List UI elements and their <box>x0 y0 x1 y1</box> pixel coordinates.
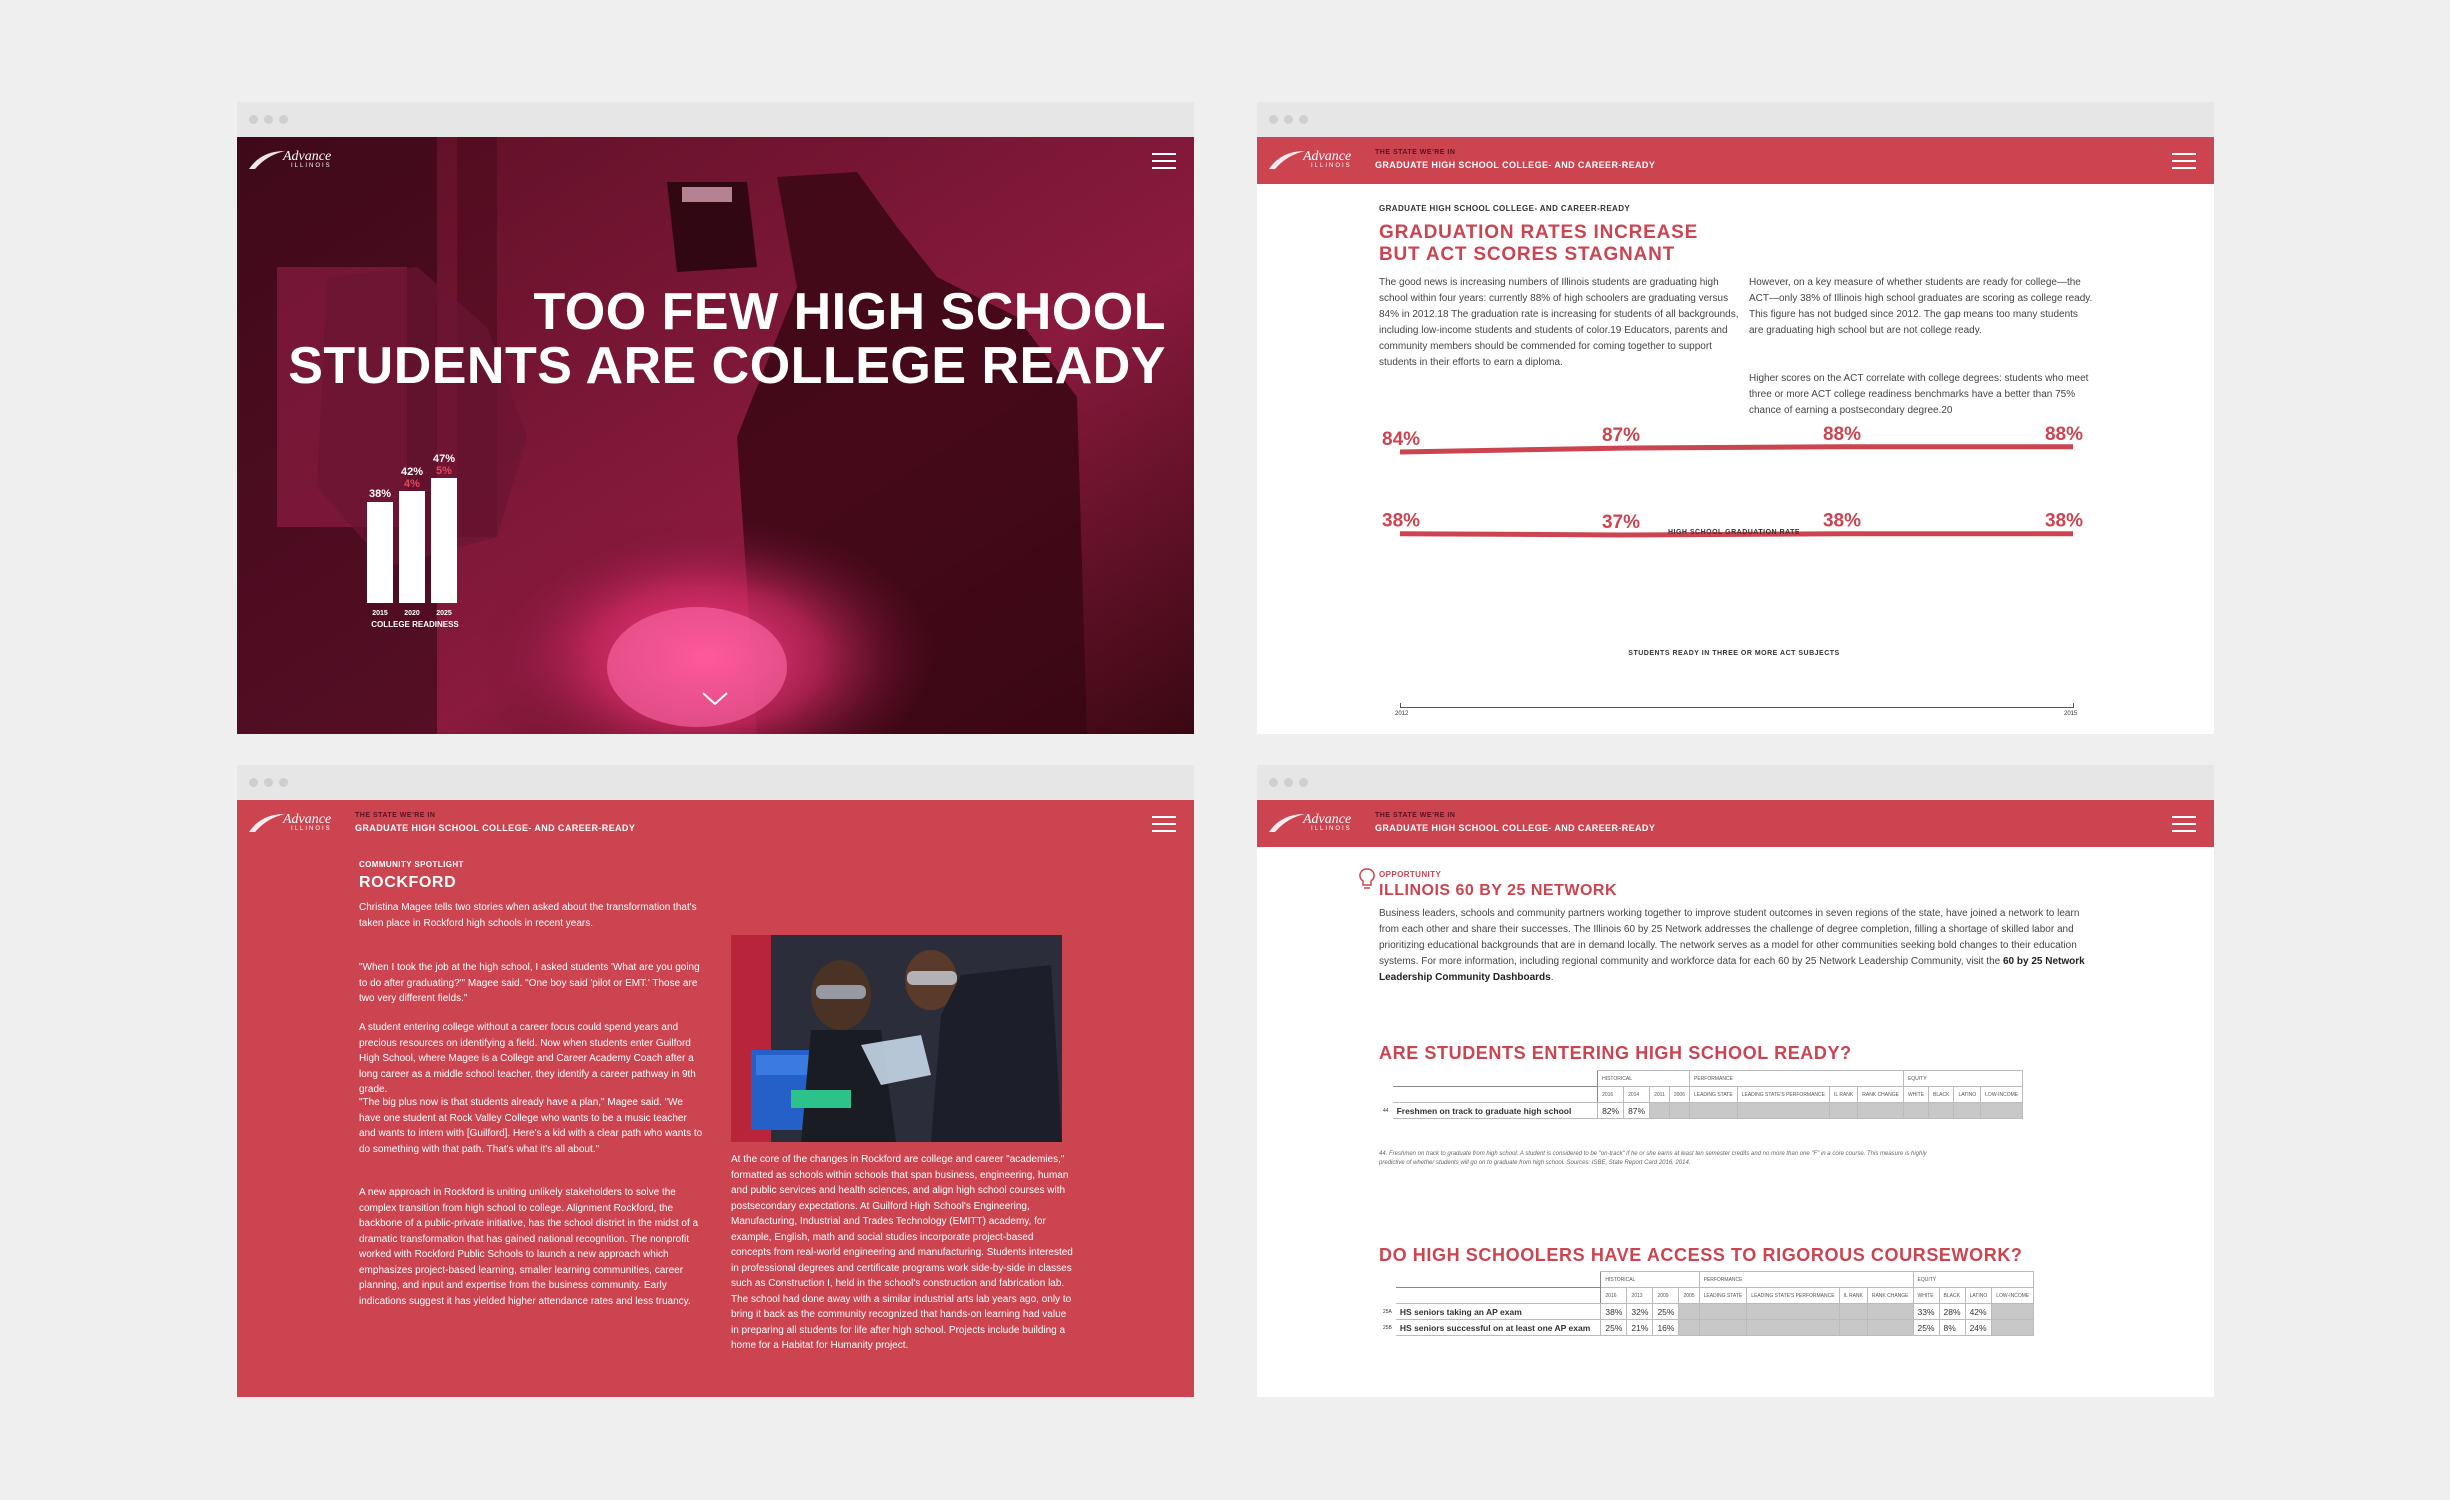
data-label: 84% <box>1382 429 1421 450</box>
logo-swoosh-icon <box>1267 147 1307 173</box>
dashboards-link[interactable]: 60 by 25 Network Leadership Community Dashboards <box>1379 956 2085 983</box>
scroll-down-chevron-icon[interactable] <box>700 690 730 708</box>
logo-wordmark: Advance <box>283 149 332 164</box>
table-cell: 33% <box>1913 1304 1939 1320</box>
column-header: BLACK <box>1939 1288 1965 1304</box>
hero-image <box>237 137 1194 734</box>
paragraph-text: Business leaders, schools and community partners working together to improve student outcomes in seven regions of the state, have joined a network to learn from each other and share their successes. The Illinois 60 by 25 Network addresses the challenge of degree completion, filling a shortage of skilled labor and prioritizing educational backgrounds that are in demand locally. The network serves as a model for other communities seeking bold changes to their education systems. For more information, including regional community and workforce data for each 60 by 25 Network Leadership Community, visit the <box>1379 908 2080 967</box>
row-label: HS seniors successful on at least one AP exam <box>1396 1320 1601 1336</box>
row-number: 25A <box>1383 1308 1392 1315</box>
mini-chart-increment: 5% <box>436 465 452 477</box>
row-number: 25B <box>1383 1324 1392 1331</box>
window-dot <box>264 115 273 124</box>
timeline-axis <box>1400 707 2074 708</box>
table-cell <box>1669 1103 1689 1119</box>
table-cell <box>1954 1103 1981 1119</box>
page-content <box>237 137 1194 734</box>
table-cell <box>1699 1304 1747 1320</box>
window-dot <box>1269 778 1278 787</box>
column-group-header: PERFORMANCE <box>1699 1272 1913 1288</box>
advance-illinois-logo[interactable] <box>1267 808 1357 838</box>
window-chrome <box>237 765 1194 800</box>
table-cell <box>1929 1103 1954 1119</box>
column-header: WHITE <box>1903 1087 1928 1103</box>
data-label: 88% <box>1822 423 1862 445</box>
question-heading: DO HIGH SCHOOLERS HAVE ACCESS TO RIGOROUS COURSEWORK? <box>1379 1245 2023 1265</box>
table-cell <box>1679 1320 1699 1336</box>
mini-chart-year: 2015 <box>372 610 388 617</box>
students-lab-photo <box>731 935 1062 1142</box>
table-cell: 38% <box>1601 1304 1627 1320</box>
window-dot <box>249 778 258 787</box>
menu-icon[interactable] <box>1152 153 1176 169</box>
series-line <box>1400 447 2073 452</box>
logo-subtext: ILLINOIS <box>1311 163 1352 169</box>
data-label: 38% <box>2044 510 2083 532</box>
logo-wordmark: Advance <box>1303 812 1352 827</box>
column-header: 2006 <box>1669 1087 1689 1103</box>
mini-chart-value: 38% <box>368 487 392 500</box>
table-cell: 42% <box>1965 1304 1992 1320</box>
nav-title: GRADUATE HIGH SCHOOL COLLEGE- AND CAREER-READY <box>1375 823 1656 833</box>
column-header: 2013 <box>1627 1288 1653 1304</box>
column-header: 2014 <box>1624 1087 1650 1103</box>
top-nav <box>1257 800 2214 847</box>
table-cell <box>1981 1103 2023 1119</box>
spotlight-heading: ROCKFORD <box>359 874 457 891</box>
data-label: 88% <box>2044 423 2083 445</box>
column-header: 2016 <box>1598 1087 1624 1103</box>
window-chrome <box>237 102 1194 137</box>
column-header: LEADING STATE <box>1699 1288 1747 1304</box>
table-cell <box>1689 1103 1737 1119</box>
table-cell <box>1858 1103 1904 1119</box>
menu-icon[interactable] <box>1152 816 1176 832</box>
logo-subtext: ILLINOIS <box>291 163 332 169</box>
column-group-header: EQUITY <box>1913 1272 2034 1288</box>
spotlight-kicker: COMMUNITY SPOTLIGHT <box>359 860 464 869</box>
body-paragraph: At the core of the changes in Rockford are college and career "academies," formatted as schools within schools that span business, engineering, human and public services and health sciences, and align high school courses with postsecondary expectations. At Guilford High School's Engineering, Manufacturing, Industrial and Trades Technology (EMITT) academy, for example, English, math and social studies incorporate project-based concepts from real-world engineering and manufacturing. Students interested in professional degrees and certificate programs work side-by-side in classes such as Construction I, held in the school's construction and fabrication lab. The school had done away with a similar industrial arts lab years ago, only to bring it back as the community recognized that hands-on learning had value in preparing all students for life after high school. Projects include building a home for a Habitat for Humanity project. <box>731 1154 1073 1351</box>
table-cell <box>1650 1103 1670 1119</box>
table-row <box>1379 1304 2034 1320</box>
body-paragraph: A student entering college without a career focus could spend years and precious resources on identifying a field. Now when students enter Guilford High School, where Magee is a College and Career Academy Coach after a long career as a middle school teacher, they identify a career pathway in 9th grade. <box>359 1022 696 1095</box>
browser-window-network <box>1257 765 2214 1397</box>
column-header: LOW-INCOME <box>1992 1288 2034 1304</box>
column-group-header: HISTORICAL <box>1598 1071 1690 1087</box>
page-heading <box>1379 222 1779 266</box>
row-number: 44 <box>1383 1107 1389 1114</box>
opportunity-paragraph: Business leaders, schools and community partners working together to improve student outcomes in seven regions of the state, have joined a network to learn from each other and share their successes. The Illinois 60 by 25 Network addresses the challenge of degree completion, filling a shortage of skilled labor and prioritizing educational backgrounds that are in demand locally. The network serves as a model for other communities seeking bold changes to their education systems. For more information, including regional community and workforce data for each 60 by 25 Network Leadership Community, visit the 60 by 25 Network Leadership Community Dashboards. <box>1379 908 2085 983</box>
column-header: IL RANK <box>1839 1288 1867 1304</box>
column-header: LEADING STATE'S PERFORMANCE <box>1737 1087 1829 1103</box>
row-label: Freshmen on track to graduate high school <box>1393 1103 1598 1119</box>
table-cell: 24% <box>1965 1320 1992 1336</box>
top-nav <box>237 137 1194 184</box>
table-cell <box>1747 1304 1839 1320</box>
window-dot <box>279 778 288 787</box>
hero-title-line: STUDENTS ARE COLLEGE READY <box>288 337 1166 395</box>
data-label: 37% <box>1601 512 1641 533</box>
logo-swoosh-icon <box>247 810 287 836</box>
axis-end-label: 2015 <box>2064 711 2078 717</box>
opportunity-kicker: OPPORTUNITY <box>1379 870 1442 879</box>
browser-window-graduation <box>1257 102 2214 734</box>
table-cell <box>1992 1320 2034 1336</box>
body-paragraph: The good news is increasing numbers of Illinois students are graduating high school within four years: currently 88% of high schoolers are graduating versus 84% in 2012.18 The graduation rate is increasing for students of all backgrounds, including low-income students and students of color.19 Educators, parents and community members should be commended for coming together to support students in their efforts to earn a diploma. <box>1379 277 1739 368</box>
column-header: LOW-INCOME <box>1981 1087 2023 1103</box>
opportunity-heading: ILLINOIS 60 BY 25 NETWORK <box>1379 882 1618 899</box>
table-cell <box>1829 1103 1857 1119</box>
column-group-header: PERFORMANCE <box>1689 1071 1903 1087</box>
table-cell: 21% <box>1627 1320 1653 1336</box>
lab-photo-illustration <box>731 935 1062 1142</box>
table-cell: 28% <box>1939 1304 1965 1320</box>
column-header: 2016 <box>1601 1288 1627 1304</box>
axis-tick <box>1400 703 1401 708</box>
mini-chart-value: 47% <box>432 453 456 465</box>
table-cell <box>1747 1320 1839 1336</box>
mini-chart-bar <box>367 502 393 603</box>
page-content <box>1257 800 2214 1397</box>
mini-chart-value: 42% <box>400 466 424 479</box>
column-header: LEADING STATE'S PERFORMANCE <box>1747 1288 1839 1304</box>
window-dot <box>264 778 273 787</box>
body-paragraph: "The big plus now is that students already have a plan," Magee said. "We have one student at Rock Valley College who wants to be a music teacher and wants to intern with [Guilford]. Here's a kid with a clear path who wants to do something with that path. That's what it's all about." <box>359 1097 703 1155</box>
coursework-table <box>1379 1271 2034 1336</box>
window-chrome <box>1257 765 2214 800</box>
body-paragraph: Christina Magee tells two stories when asked about the transformation that's taken place in Rockford high schools in recent years. <box>359 902 697 929</box>
menu-icon[interactable] <box>2172 816 2196 832</box>
axis-start-label: 2012 <box>1395 711 1409 717</box>
window-chrome <box>1257 102 2214 137</box>
nav-kicker: THE STATE WE'RE IN <box>1375 149 1456 156</box>
menu-icon[interactable] <box>2172 153 2196 169</box>
column-header: LEADING STATE <box>1689 1087 1737 1103</box>
table-cell: 32% <box>1627 1304 1653 1320</box>
table-cell: 8% <box>1939 1320 1965 1336</box>
window-dot <box>249 115 258 124</box>
table-cell: 87% <box>1624 1103 1650 1119</box>
column-header: 2011 <box>1650 1087 1670 1103</box>
body-paragraph: Higher scores on the ACT correlate with college degrees: students who meet three or more ACT college readiness benchmarks have a better than 75% chance of earning a postsecondary degree.20 <box>1749 373 2089 416</box>
mini-chart-increment: 4% <box>404 478 420 491</box>
table-cell <box>1699 1320 1747 1336</box>
nav-kicker: THE STATE WE'RE IN <box>355 812 436 819</box>
window-dot <box>1299 778 1308 787</box>
axis-tick <box>2073 703 2074 708</box>
window-dot <box>1299 115 1308 124</box>
mini-chart-caption: COLLEGE READINESS <box>371 620 459 629</box>
table-footnote: 44. Freshmen on track to graduate from high school: A student is considered to be "on-track" if he or she earns at least ten semester credits and no more than one "F" in a core course. This measure is highly predictive of whether students will go on to graduate from high school. Sources: ISBE, State Report Card 2016, 2014. <box>1379 1151 1927 1166</box>
nav-kicker: THE STATE WE'RE IN <box>1375 812 1456 819</box>
hero-title-line: TOO FEW HIGH SCHOOL <box>533 283 1166 341</box>
heading-line: GRADUATION RATES INCREASE <box>1379 222 1699 243</box>
column-group-header: EQUITY <box>1903 1071 2022 1087</box>
column-group-header: HISTORICAL <box>1601 1272 1699 1288</box>
table-cell: 82% <box>1598 1103 1624 1119</box>
mini-chart-year: 2025 <box>436 610 452 617</box>
top-nav <box>1257 137 2214 184</box>
welder-photo <box>237 137 1194 734</box>
table-cell <box>1839 1320 1867 1336</box>
column-header: RANK CHANGE <box>1867 1288 1913 1304</box>
table-cell: 25% <box>1653 1304 1679 1320</box>
page-content <box>237 800 1194 1397</box>
trend-chart <box>1257 407 2214 707</box>
table-cell: 16% <box>1653 1320 1679 1336</box>
readiness-table <box>1379 1070 2023 1119</box>
nav-title: GRADUATE HIGH SCHOOL COLLEGE- AND CAREER-READY <box>355 823 636 833</box>
table-cell <box>1867 1304 1913 1320</box>
column-header: IL RANK <box>1829 1087 1857 1103</box>
data-label: 38% <box>1382 510 1421 532</box>
section-label: GRADUATE HIGH SCHOOL COLLEGE- AND CAREER-READY <box>1379 204 1631 213</box>
hero-title <box>288 285 1166 393</box>
body-paragraph: A new approach in Rockford is uniting unlikely stakeholders to solve the complex transition from high school to college. Alignment Rockford, the backbone of a public-private initiative, has the school district in the midst of a dramatic transformation that has gained national recognition. The nonprofit worked with Rockford Public Schools to launch a new approach which emphasizes project-based learning, smaller learning communities, career planning, and input and expertise from the business community. Early indications suggest it has yielded higher attendance rates and less truancy. <box>359 1187 699 1307</box>
table-row <box>1379 1320 2034 1336</box>
advance-illinois-logo[interactable] <box>1267 145 1357 175</box>
column-header: 2005 <box>1679 1288 1699 1304</box>
column-header: LATINO <box>1965 1288 1992 1304</box>
mini-chart-bar <box>399 491 425 603</box>
logo-wordmark: Advance <box>283 812 332 827</box>
logo-subtext: ILLINOIS <box>1311 826 1352 832</box>
table-cell <box>1679 1304 1699 1320</box>
column-header: 2009 <box>1653 1288 1679 1304</box>
window-dot <box>1284 778 1293 787</box>
column-header: WHITE <box>1913 1288 1939 1304</box>
table-cell <box>1992 1304 2034 1320</box>
browser-window-rockford <box>237 765 1194 1397</box>
window-dot <box>1284 115 1293 124</box>
logo-swoosh-icon <box>1267 810 1307 836</box>
column-header: RANK CHANGE <box>1858 1087 1904 1103</box>
advance-illinois-logo[interactable] <box>247 145 337 175</box>
column-header: BLACK <box>1929 1087 1954 1103</box>
logo-wordmark: Advance <box>1303 149 1352 164</box>
body-paragraph: However, on a key measure of whether students are ready for college—the ACT—only 38% of Illinois high school graduates are scoring as college ready. This figure has not budged since 2012. The gap means too many students are graduating high school but are not college ready. <box>1749 277 2093 336</box>
data-label: 38% <box>1822 510 1862 532</box>
lightbulb-icon <box>1359 868 1375 892</box>
browser-window-hero <box>237 102 1194 734</box>
college-readiness-mini-chart <box>365 447 465 627</box>
table-row <box>1379 1103 2023 1119</box>
logo-swoosh-icon <box>247 147 287 173</box>
data-label: 87% <box>1601 425 1641 447</box>
page-content <box>1257 137 2214 734</box>
table-cell <box>1867 1320 1913 1336</box>
advance-illinois-logo[interactable] <box>247 808 337 838</box>
table-cell <box>1737 1103 1829 1119</box>
column-header: LATINO <box>1954 1087 1981 1103</box>
table-cell <box>1839 1304 1867 1320</box>
heading-line: BUT ACT SCORES STAGNANT <box>1379 244 1676 265</box>
table-cell: 25% <box>1913 1320 1939 1336</box>
question-heading: ARE STUDENTS ENTERING HIGH SCHOOL READY? <box>1379 1043 1852 1063</box>
body-paragraph: "When I took the job at the high school, I asked students 'What are you going to do after graduating?'" Magee said. "One boy said 'pilot or EMT.' Those are two very different fields." <box>359 962 700 1004</box>
window-dot <box>1269 115 1278 124</box>
row-label: HS seniors taking an AP exam <box>1396 1304 1601 1320</box>
table-cell <box>1903 1103 1928 1119</box>
mini-chart-bar <box>431 478 457 603</box>
mini-chart-year: 2020 <box>404 610 420 617</box>
top-nav <box>237 800 1194 847</box>
table-cell: 25% <box>1601 1320 1627 1336</box>
series-label: HIGH SCHOOL GRADUATION RATE <box>1667 529 1801 536</box>
window-dot <box>279 115 288 124</box>
logo-subtext: ILLINOIS <box>291 826 332 832</box>
series-label: STUDENTS READY IN THREE OR MORE ACT SUBJECTS <box>1628 650 1840 657</box>
nav-title: GRADUATE HIGH SCHOOL COLLEGE- AND CAREER-READY <box>1375 160 1656 170</box>
